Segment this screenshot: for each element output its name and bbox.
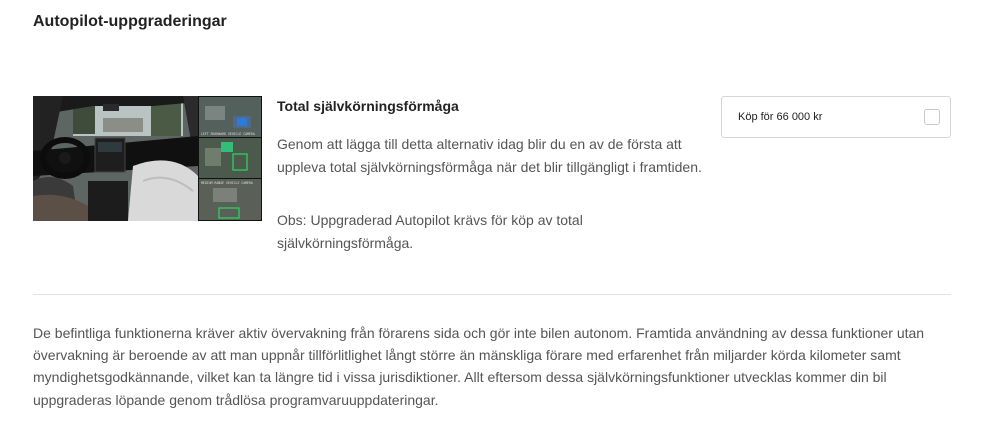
camera-label-medium-range: MEDIUM RANGE VEHICLE CAMERA (201, 181, 253, 185)
section-divider (33, 294, 951, 295)
purchase-checkbox[interactable] (924, 109, 940, 125)
purchase-price-label: Köp för 66 000 kr (738, 111, 823, 123)
feature-title: Total självkörningsförmåga (277, 98, 459, 114)
disclaimer-text: De befintliga funktionerna kräver aktiv övervakning från förarens sida och gör inte bilen autonom. Framtida användning av dessa funktioner utan övervakning är beroende av att man uppnår tillförlitlighet långt större än mänskliga förare med erfarenhet från miljarder körda kilometer samt myndighetsgodkännande, vilket kan ta längre tid i vissa jurisdiktioner. Allt eftersom dessa självkörningsfunktioner utvecklas kommer din bil uppgraderas löpande genom trådlösa programvaruuppdateringar. (33, 325, 925, 408)
purchase-option-toggle[interactable] (721, 96, 951, 138)
feature-description: Genom att lägga till detta alternativ idag blir du en av de första att uppleva total självkörningsförmåga när det blir tillgängligt i framtiden. (277, 136, 702, 175)
section-title: Autopilot-uppgraderingar (33, 13, 227, 30)
camera-label-left-rearward: LEFT REARWARD VEHICLE CAMERA (201, 132, 255, 136)
self-driving-feature-image (33, 96, 262, 221)
feature-note: Obs: Uppgraderad Autopilot krävs för köp av total självkörningsförmåga. (277, 212, 583, 251)
